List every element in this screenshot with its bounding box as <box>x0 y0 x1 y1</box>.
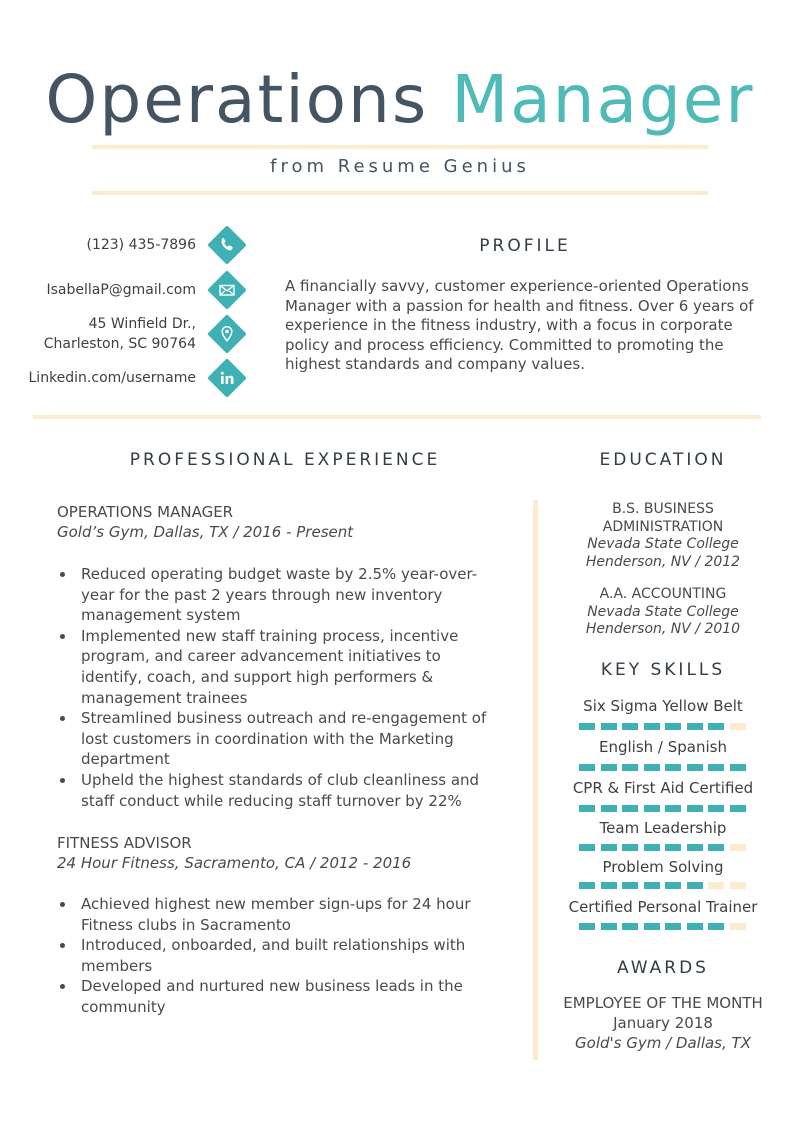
contact-linkedin[interactable]: Linkedin.com/username <box>28 370 196 386</box>
education-entry-2 <box>550 586 776 639</box>
award-date: January 2018 <box>613 1014 713 1032</box>
skill-segment-filled <box>665 764 681 771</box>
list-item: Developed and nurtured new business leads in the community <box>57 976 497 1017</box>
contact-email-row <box>20 270 246 310</box>
skill-segment-filled <box>687 723 703 730</box>
skill-name: English / Spanish <box>599 738 727 756</box>
skill-segment-filled <box>687 923 703 930</box>
skills-heading: KEY SKILLS <box>600 660 726 680</box>
experience-heading: PROFESSIONAL EXPERIENCE <box>129 450 441 470</box>
map-pin-icon <box>208 315 246 353</box>
phone-icon <box>208 226 246 264</box>
skill-name: Six Sigma Yellow Belt <box>583 697 743 715</box>
skill-segment-filled <box>601 923 617 930</box>
skill-segment-filled <box>644 805 660 812</box>
skill-segment-filled <box>601 844 617 851</box>
degree-line-1: B.S. BUSINESS <box>612 501 714 517</box>
job-company-2: 24 Hour Fitness, Sacramento, CA / 2012 - 2016 <box>57 854 412 872</box>
degree-line-1: A.A. ACCOUNTING <box>599 586 727 602</box>
contact-linkedin-row <box>20 358 246 398</box>
skill-segment-filled <box>708 723 724 730</box>
skill-level-bar <box>579 805 749 812</box>
skill-name: Problem Solving <box>602 858 724 876</box>
contact-phone-row <box>20 225 246 265</box>
contact-email[interactable]: IsabellaP@gmail.com <box>46 282 196 298</box>
section-divider <box>33 415 761 419</box>
skill-segment-filled <box>622 923 638 930</box>
school-name: Nevada State College <box>587 603 739 620</box>
column-divider <box>533 500 538 1060</box>
degree-line-2: ADMINISTRATION <box>602 518 724 535</box>
award-place: Gold's Gym / Dallas, TX <box>575 1034 751 1052</box>
skill-level-bar <box>579 844 749 851</box>
skill-segment-filled <box>622 882 638 889</box>
list-item: Introduced, onboarded, and built relationships with members <box>57 935 497 976</box>
skill-segment-filled <box>601 764 617 771</box>
skill-segment-filled <box>579 805 595 812</box>
skill-segment-filled <box>601 882 617 889</box>
award-title: EMPLOYEE OF THE MONTH <box>563 994 763 1012</box>
contact-address <box>44 314 196 354</box>
list-item: Achieved highest new member sign-ups for 24 hour Fitness clubs in Sacramento <box>57 894 497 935</box>
linkedin-icon <box>208 359 246 397</box>
header-rule-top <box>92 145 708 149</box>
list-item: Upheld the highest standards of club cleanliness and staff conduct while reducing staff turnover by 22% <box>57 770 497 811</box>
skill-segment-filled <box>644 764 660 771</box>
envelope-icon <box>208 271 246 309</box>
skill-segment-filled <box>708 805 724 812</box>
skill-segment-filled <box>579 723 595 730</box>
skill-segment-filled <box>687 844 703 851</box>
skill-level-bar <box>579 923 749 930</box>
skill-segment-filled <box>665 805 681 812</box>
skill-segment-empty <box>708 882 724 889</box>
job-title-2: FITNESS ADVISOR <box>57 834 192 852</box>
school-name: Nevada State College <box>587 536 739 552</box>
skill-name: CPR & First Aid Certified <box>572 779 754 797</box>
awards-heading: AWARDS <box>617 958 709 978</box>
profile-summary: A financially savvy, customer experience-oriented Operations Manager with a passion for health and fitness. Over 6 years of experience in the fitness industry, with a focus in corporate policy and process efficiency. Committed to promoting the highest standards and company values. <box>285 277 754 373</box>
education-heading: EDUCATION <box>599 450 727 470</box>
skill-segment-filled <box>665 723 681 730</box>
skill-level-bar <box>579 764 749 771</box>
skill-segment-filled <box>730 764 746 771</box>
education-entry-1 <box>550 501 776 571</box>
skill-segment-filled <box>579 844 595 851</box>
skill-segment-filled <box>708 844 724 851</box>
skill-segment-filled <box>687 764 703 771</box>
skill-segment-filled <box>579 764 595 771</box>
skill-segment-filled <box>687 805 703 812</box>
skill-segment-filled <box>579 923 595 930</box>
skill-segment-filled <box>601 805 617 812</box>
school-location: Henderson, NV / 2012 <box>585 553 741 570</box>
header-rule-bottom <box>92 191 708 195</box>
award-entry <box>550 993 776 1053</box>
title-word-operations: Operations <box>45 61 429 138</box>
skill-segment-empty <box>730 723 746 730</box>
skill-level-bar <box>579 882 749 889</box>
skill-segment-filled <box>644 882 660 889</box>
skill-segment-filled <box>665 923 681 930</box>
skill-segment-filled <box>622 723 638 730</box>
list-item: Implemented new staff training process, incentive program, and career advancement initiatives to identify, coach, and support high performers & management trainees <box>57 626 497 708</box>
skill-segment-filled <box>601 723 617 730</box>
skill-segment-filled <box>644 844 660 851</box>
contact-phone: (123) 435-7896 <box>86 237 196 253</box>
job-title-1: OPERATIONS MANAGER <box>57 503 234 521</box>
skill-name: Team Leadership <box>599 819 727 837</box>
job-bullets-1 <box>57 564 497 811</box>
skill-segment-filled <box>622 764 638 771</box>
skill-segment-filled <box>708 764 724 771</box>
resume-title <box>0 60 800 140</box>
skill-segment-empty <box>730 882 746 889</box>
job-company-1: Gold’s Gym, Dallas, TX / 2016 - Present <box>57 523 354 541</box>
profile-heading: PROFILE <box>479 236 571 256</box>
skill-segment-filled <box>644 723 660 730</box>
skill-segment-filled <box>730 805 746 812</box>
skill-level-bar <box>579 723 749 730</box>
address-line-2: Charleston, SC 90764 <box>43 336 196 352</box>
title-word-manager: Manager <box>451 61 755 138</box>
skill-segment-filled <box>708 923 724 930</box>
address-line-1: 45 Winfield Dr., <box>88 316 196 332</box>
skill-segment-empty <box>730 923 746 930</box>
contact-address-row <box>20 314 246 354</box>
resume-subtitle: from Resume Genius <box>270 156 530 177</box>
list-item: Streamlined business outreach and re-engagement of lost customers in coordination with the Marketing department <box>57 708 497 770</box>
skill-segment-filled <box>622 805 638 812</box>
skill-name: Certified Personal Trainer <box>568 898 758 916</box>
skill-segment-filled <box>644 923 660 930</box>
list-item: Reduced operating budget waste by 2.5% year-over-year for the past 2 years through new inventory management system <box>57 564 497 626</box>
skill-segment-filled <box>665 844 681 851</box>
skill-segment-empty <box>730 844 746 851</box>
skill-segment-filled <box>579 882 595 889</box>
school-location: Henderson, NV / 2010 <box>585 621 741 637</box>
job-bullets-2 <box>57 894 497 1018</box>
skill-segment-filled <box>665 882 681 889</box>
skill-segment-filled <box>622 844 638 851</box>
skill-segment-filled <box>687 882 703 889</box>
